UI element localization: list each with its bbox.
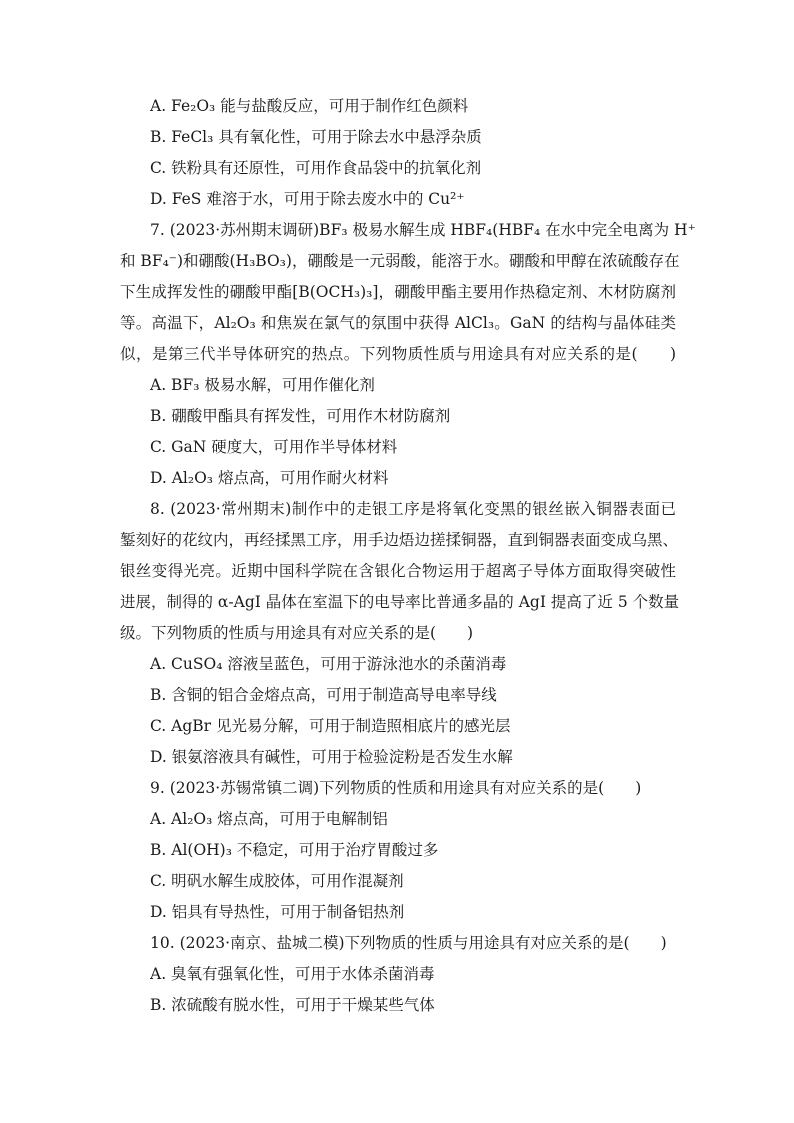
- q9-stem-line-1: 9. (2023·苏锡常镇二调)下列物质的性质和用途具有对应关系的是( ): [150, 779, 642, 797]
- q8-stem-line-5: 级。下列物质的性质与用途具有对应关系的是( ): [120, 624, 474, 642]
- q8-stem-line-1: 8. (2023·常州期末)制作中的走银工序是将氧化变黑的银丝嵌入铜器表面已: [150, 500, 676, 518]
- q9-option-c: C. 明矾水解生成胶体，可用作混凝剂: [150, 872, 404, 890]
- q8-stem-line-3: 银丝变得光亮。近期中国科学院在含银化合物运用于超离子导体方面取得突破性: [120, 562, 676, 580]
- q9-option-d: D. 铝具有导热性，可用于制备铝热剂: [150, 903, 405, 921]
- q6-option-c: C. 铁粉具有还原性，可用作食品袋中的抗氧化剂: [150, 159, 482, 177]
- q10-stem-line-1: 10. (2023·南京、盐城二模)下列物质的性质与用途具有对应关系的是( ): [150, 934, 667, 952]
- q9-option-a: A. Al₂O₃ 熔点高，可用于电解制铝: [150, 810, 388, 828]
- q10-option-b: B. 浓硫酸有脱水性，可用于干燥某些气体: [150, 996, 435, 1014]
- q7-option-a: A. BF₃ 极易水解，可用作催化剂: [150, 376, 375, 394]
- q7-stem-line-5: 似，是第三代半导体研究的热点。下列物质性质与用途具有对应关系的是( ): [120, 345, 676, 363]
- q6-option-a: A. Fe₂O₃ 能与盐酸反应，可用于制作红色颜料: [150, 97, 469, 115]
- q8-option-d: D. 银氨溶液具有碱性，可用于检验淀粉是否发生水解: [150, 748, 513, 766]
- q6-option-d: D. FeS 难溶于水，可用于除去废水中的 Cu²⁺: [150, 190, 465, 208]
- q8-option-a: A. CuSO₄ 溶液呈蓝色，可用于游泳池水的杀菌消毒: [150, 655, 507, 673]
- q8-stem-line-4: 进展，制得的 α-AgI 晶体在室温下的电导率比普通多晶的 AgI 提高了近 5 个数量: [120, 593, 680, 611]
- q7-stem-line-2: 和 BF₄⁻)和硼酸(H₃BO₃)，硼酸是一元弱酸，能溶于水。硼酸和甲醇在浓硫酸存在: [120, 252, 680, 270]
- q7-stem-line-1: 7. (2023·苏州期末调研)BF₃ 极易水解生成 HBF₄(HBF₄ 在水中完全电离为 H⁺: [150, 221, 696, 239]
- q7-stem-line-4: 等。高温下，Al₂O₃ 和焦炭在氯气的氛围中获得 AlCl₃。GaN 的结构与晶体硅类: [120, 314, 676, 332]
- q8-option-c: C. AgBr 见光易分解，可用于制造照相底片的感光层: [150, 717, 511, 735]
- q7-stem-line-3: 下生成挥发性的硼酸甲酯[B(OCH₃)₃]，硼酸甲酯主要用作热稳定剂、木材防腐剂: [120, 283, 676, 301]
- q9-option-b: B. Al(OH)₃ 不稳定，可用于治疗胃酸过多: [150, 841, 439, 859]
- q10-option-a: A. 臭氧有强氧化性，可用于水体杀菌消毒: [150, 965, 435, 983]
- q8-option-b: B. 含铜的铝合金熔点高，可用于制造高导电率导线: [150, 686, 497, 704]
- q7-option-b: B. 硼酸甲酯具有挥发性，可用作木材防腐剂: [150, 407, 451, 425]
- q6-option-b: B. FeCl₃ 具有氧化性，可用于除去水中悬浮杂质: [150, 128, 482, 146]
- q8-stem-line-2: 錾刻好的花纹内，再经揉黑工序，用手边焐边搓揉铜器，直到铜器表面变成乌黑、: [120, 531, 679, 549]
- q7-option-d: D. Al₂O₃ 熔点高，可用作耐火材料: [150, 469, 389, 487]
- q7-option-c: C. GaN 硬度大，可用作半导体材料: [150, 438, 398, 456]
